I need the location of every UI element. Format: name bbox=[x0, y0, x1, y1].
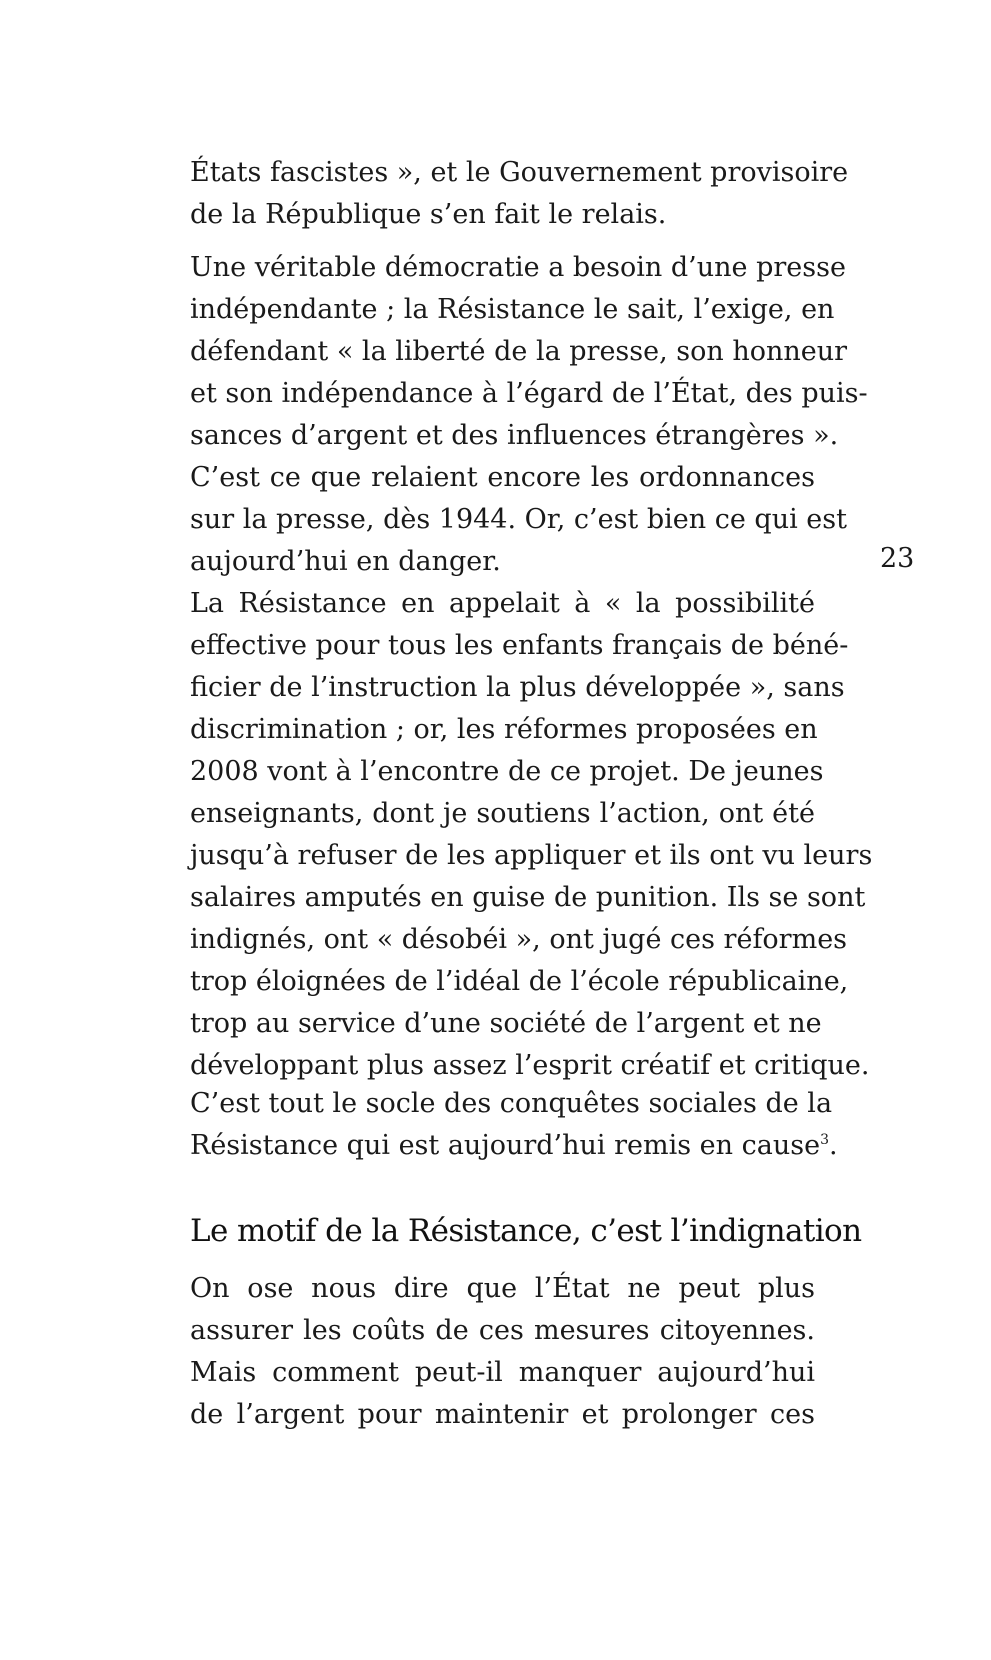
paragraph-1 bbox=[190, 152, 849, 236]
text-line-with-footnote bbox=[190, 1125, 838, 1167]
paragraph-3 bbox=[190, 583, 873, 1087]
text-line: assurer les coûts de ces mesures citoyennes. bbox=[190, 1315, 815, 1346]
text-line: sances d’argent et des influences étrangères ». bbox=[190, 420, 839, 451]
text-line: sur la presse, dès 1944. Or, c’est bien ce qui est bbox=[190, 504, 847, 535]
text-line: ficier de l’instruction la plus développée », sans bbox=[190, 672, 845, 703]
footnote-ref[interactable]: 3 bbox=[820, 1132, 829, 1148]
text-line: défendant « la liberté de la presse, son honneur bbox=[190, 336, 848, 367]
text-line: trop au service d’une société de l’argent et ne bbox=[190, 1008, 822, 1039]
text-line: indépendante ; la Résistance le sait, l’exige, en bbox=[190, 294, 835, 325]
text-line: discrimination ; or, les réformes proposées en bbox=[190, 714, 818, 745]
text-line: salaires amputés en guise de punition. Ils se sont bbox=[190, 882, 866, 913]
paragraph-4 bbox=[190, 1083, 838, 1167]
page-number: 23 bbox=[880, 543, 915, 574]
text-line: La Résistance en appelait à « la possibilité bbox=[190, 588, 815, 619]
paragraph-2 bbox=[190, 247, 868, 583]
text-line: jusqu’à refuser de les appliquer et ils ont vu leurs bbox=[190, 840, 873, 871]
text-line: C’est ce que relaient encore les ordonnances bbox=[190, 462, 815, 493]
trailing-punctuation: . bbox=[828, 1130, 838, 1161]
text-line: Mais comment peut-il manquer aujourd’hui bbox=[190, 1357, 815, 1388]
section-heading: Le motif de la Résistance, c’est l’indignation bbox=[190, 1213, 862, 1249]
text-line: développant plus assez l’esprit créatif et critique. bbox=[190, 1050, 870, 1081]
text-line: Une véritable démocratie a besoin d’une presse bbox=[190, 252, 846, 283]
text-line: indignés, ont « désobéi », ont jugé ces réformes bbox=[190, 924, 848, 955]
text-line: Résistance qui est aujourd’hui remis en cause bbox=[190, 1130, 821, 1161]
text-line: de la République s’en fait le relais. bbox=[190, 199, 667, 230]
text-line: effective pour tous les enfants français de béné- bbox=[190, 630, 849, 661]
text-line: C’est tout le socle des conquêtes sociales de la bbox=[190, 1088, 833, 1119]
text-line: de l’argent pour maintenir et prolonger ces bbox=[190, 1399, 815, 1430]
text-line: enseignants, dont je soutiens l’action, ont été bbox=[190, 798, 815, 829]
text-line: On ose nous dire que l’État ne peut plus bbox=[190, 1273, 815, 1304]
paragraph-5 bbox=[190, 1268, 815, 1436]
text-line: et son indépendance à l’égard de l’État, des puis- bbox=[190, 378, 868, 409]
text-line: 2008 vont à l’encontre de ce projet. De jeunes bbox=[190, 756, 824, 787]
text-line: États fascistes », et le Gouvernement provisoire bbox=[190, 157, 849, 188]
text-line: aujourd’hui en danger. bbox=[190, 546, 501, 577]
text-line: trop éloignées de l’idéal de l’école républicaine, bbox=[190, 966, 849, 997]
